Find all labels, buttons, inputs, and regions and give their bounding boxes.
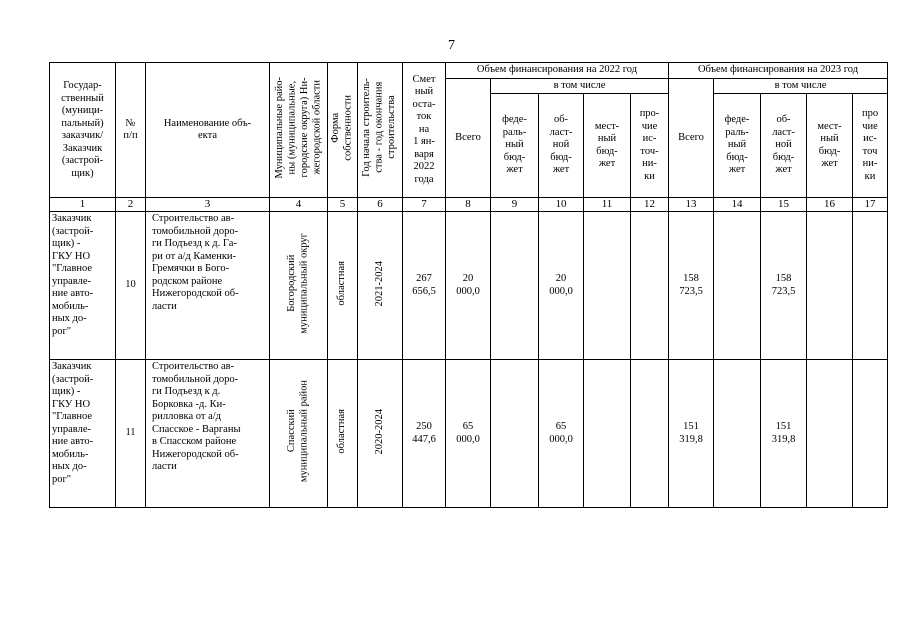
row-total-2023: 151 319,8 [669,360,714,508]
row-local-2023 [807,360,853,508]
header-years [358,63,403,198]
header-district [270,63,328,198]
col-num: 9 [491,198,539,212]
row-federal-2023 [714,212,761,360]
row-local-2022 [584,360,631,508]
header-incl-2023: в том числе [714,78,888,94]
table-row [50,360,888,508]
row-federal-2022 [491,212,539,360]
row-regional-2022: 20 000,0 [539,212,584,360]
header-incl-2022: в том числе [491,78,669,94]
header-total-2023: Всего [669,78,714,198]
row-total-2023: 158 723,5 [669,212,714,360]
col-num: 13 [669,198,714,212]
row-local-2023 [807,212,853,360]
row-district-text: Спасский муниципальный район [286,380,310,483]
header-fin-2023: Объем финансирования на 2023 год [669,63,888,79]
header-other-2023: про чие ис- точ ни- ки [853,94,888,198]
row-no: 11 [116,360,146,508]
row-total-2022: 65 000,0 [446,360,491,508]
header-no: № п/п [116,63,146,198]
row-district [270,360,328,508]
row-estimate: 267 656,5 [403,212,446,360]
row-name: Строительство ав- томобильной доро- ги Подъезд к д. Га- ри от а/д Каменки- Гремячки в Бого- родском районе Нижегородской об- ласти [146,212,270,360]
header-ownership [328,63,358,198]
row-years-text: 2020-2024 [373,408,385,454]
row-customer: Заказчик (застрой- щик) - ГКУ НО "Главное управле- ние авто- мобиль- ных до- рог" [50,360,116,508]
row-federal-2023 [714,360,761,508]
header-ownership-text: Форма собственности [330,94,354,161]
col-num: 6 [358,198,403,212]
row-regional-2023: 151 319,8 [761,360,807,508]
col-num: 12 [631,198,669,212]
header-federal-2022: феде- раль- ный бюд- жет [491,94,539,198]
row-years [358,212,403,360]
col-num: 7 [403,198,446,212]
header-estimate: Смет ный оста- ток на 1 ян- варя 2022 года [403,63,446,198]
row-other-2023 [853,360,888,508]
col-num: 10 [539,198,584,212]
row-district-text: Богородский муниципальный округ [286,232,310,334]
col-num: 16 [807,198,853,212]
row-years-text: 2021-2024 [373,260,385,306]
col-num: 11 [584,198,631,212]
table-row [50,212,888,360]
header-regional-2022: об- ласт- ной бюд- жет [539,94,584,198]
col-num: 14 [714,198,761,212]
row-federal-2022 [491,360,539,508]
header-total-2022: Всего [446,78,491,198]
row-ownership-text: областная [336,408,348,454]
row-other-2023 [853,212,888,360]
row-customer: Заказчик (застрой- щик) - ГКУ НО "Главное управле- ние авто- мобиль- ных до- рог" [50,212,116,360]
row-other-2022 [631,212,669,360]
row-ownership [328,212,358,360]
col-num: 1 [50,198,116,212]
row-ownership-text: областная [336,260,348,306]
col-num: 2 [116,198,146,212]
row-years [358,360,403,508]
col-num: 15 [761,198,807,212]
row-ownership [328,360,358,508]
col-num: 8 [446,198,491,212]
row-district [270,212,328,360]
header-years-text: Год начала строитель- ства - год окончания строительства [361,78,398,178]
row-other-2022 [631,360,669,508]
row-local-2022 [584,212,631,360]
row-name: Строительство ав- томобильной доро- ги Подъезд к д. Борковка -д. Ки- рилловка от а/д Спасское - Варганы в Спасском районе Нижегородской об- ласти [146,360,270,508]
row-total-2022: 20 000,0 [446,212,491,360]
row-no: 10 [116,212,146,360]
col-num: 4 [270,198,328,212]
header-local-2022: мест- ный бюд- жет [584,94,631,198]
row-regional-2022: 65 000,0 [539,360,584,508]
header-regional-2023: об- ласт- ной бюд- жет [761,94,807,198]
page-number: 7 [448,38,455,53]
row-estimate: 250 447,6 [403,360,446,508]
header-name: Наименование объ- екта [146,63,270,198]
header-fin-2022: Объем финансирования на 2022 год [446,63,669,79]
column-number-row [50,198,888,212]
header-local-2023: мест- ный бюд- жет [807,94,853,198]
financing-table [49,62,888,508]
col-num: 5 [328,198,358,212]
col-num: 17 [853,198,888,212]
col-num: 3 [146,198,270,212]
header-other-2022: про- чие ис- точ- ни- ки [631,94,669,198]
row-regional-2023: 158 723,5 [761,212,807,360]
header-federal-2023: феде- раль- ный бюд- жет [714,94,761,198]
header-district-text: Муниципальные райо- ны (муниципальные, городские округа) Ни- жегородской области [273,77,322,179]
header-customer: Государ- ственный (муници- пальный) заказчик/ Заказчик (застрой- щик) [50,63,116,198]
